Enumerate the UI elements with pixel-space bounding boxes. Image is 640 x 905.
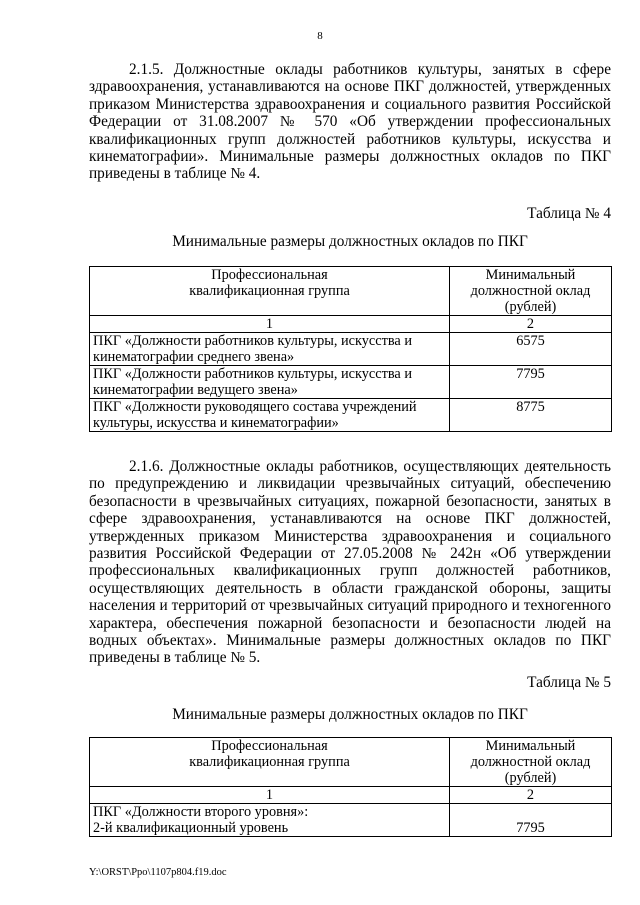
header-group-cell [90, 267, 450, 316]
index-cell: 1 [90, 787, 450, 804]
index-cell: 2 [450, 316, 612, 333]
header-salary-text: Минимальный должностной оклад (рублей) [470, 267, 591, 315]
group-line: 2-й квалификационный уровень [93, 820, 289, 836]
group-cell: ПКГ «Должности работников культуры, искусства и кинематографии ведущего звена» [90, 366, 450, 399]
table-index-row [90, 787, 612, 804]
salary-cell: 7795 [450, 804, 612, 837]
table-5-label: Таблица № 5 [527, 674, 611, 691]
table-5 [89, 737, 612, 837]
header-salary-text: Минимальный должностной оклад (рублей) [470, 738, 591, 786]
file-path-footer: Y:\ORST\Ppo\1107p804.f19.doc [89, 867, 227, 878]
table-row [90, 399, 612, 432]
table-4 [89, 266, 612, 432]
table-4-label: Таблица № 4 [527, 205, 611, 222]
group-line: ПКГ «Должности второго уровня»: [93, 804, 309, 820]
salary-cell: 8775 [450, 399, 612, 432]
table-5-title: Минимальные размеры должностных окладов по ПКГ [172, 706, 528, 723]
table-row [90, 366, 612, 399]
group-cell: ПКГ «Должности руководящего состава учреждений культуры, искусства и кинематографии» [90, 399, 450, 432]
group-cell [90, 804, 450, 837]
header-salary-cell [450, 738, 612, 787]
paragraph-2-1-6: 2.1.6. Должностные оклады работников, осуществляющих деятельность по предупреждению и ликвидации чрезвычайных ситуаций, обеспечению безопасности в чрезвычайных ситуациях, пожарной безопасности, занятых в сфере здравоохранения, устанавливаются на основе ПКГ должностей, утвержденных приказом Министерства здравоохранения и социального развития Российской Федерации от 27.05.2008 № 242н «Об утверждении профессиональных квалификационных групп должностей работников, осуществляющих деятельность в области гражданской обороны, защиты населения и территорий от чрезвычайных ситуаций природного и техногенного характера, обеспечения пожарной безопасности и безопасности людей на водных объектах». Минимальные размеры должностных окладов по ПКГ приведены в таблице № 5. [89, 458, 611, 667]
index-cell: 2 [450, 787, 612, 804]
header-group-cell [90, 738, 450, 787]
header-group-text: Профессиональная квалификационная группа [189, 267, 350, 299]
salary-cell: 6575 [450, 333, 612, 366]
table-4-title: Минимальные размеры должностных окладов по ПКГ [172, 233, 528, 250]
table-row [90, 804, 612, 837]
index-cell: 1 [90, 316, 450, 333]
table-row [90, 333, 612, 366]
table-header-row [90, 267, 612, 316]
group-cell: ПКГ «Должности работников культуры, искусства и кинематографии среднего звена» [90, 333, 450, 366]
table-index-row [90, 316, 612, 333]
header-group-text: Профессиональная квалификационная группа [189, 738, 350, 770]
page-number: 8 [317, 30, 323, 42]
header-salary-cell [450, 267, 612, 316]
paragraph-2-1-5: 2.1.5. Должностные оклады работников культуры, занятых в сфере здравоохранения, устанавливаются на основе ПКГ должностей, утвержденных приказом Министерства здравоохранения и социального развития Российской Федерации от 31.08.2007 № 570 «Об утверждении профессиональных квалификационных групп должностей работников культуры, искусства и кинематографии». Минимальные размеры должностных окладов по ПКГ приведены в таблице № 4. [89, 61, 611, 183]
salary-cell: 7795 [450, 366, 612, 399]
table-header-row [90, 738, 612, 787]
